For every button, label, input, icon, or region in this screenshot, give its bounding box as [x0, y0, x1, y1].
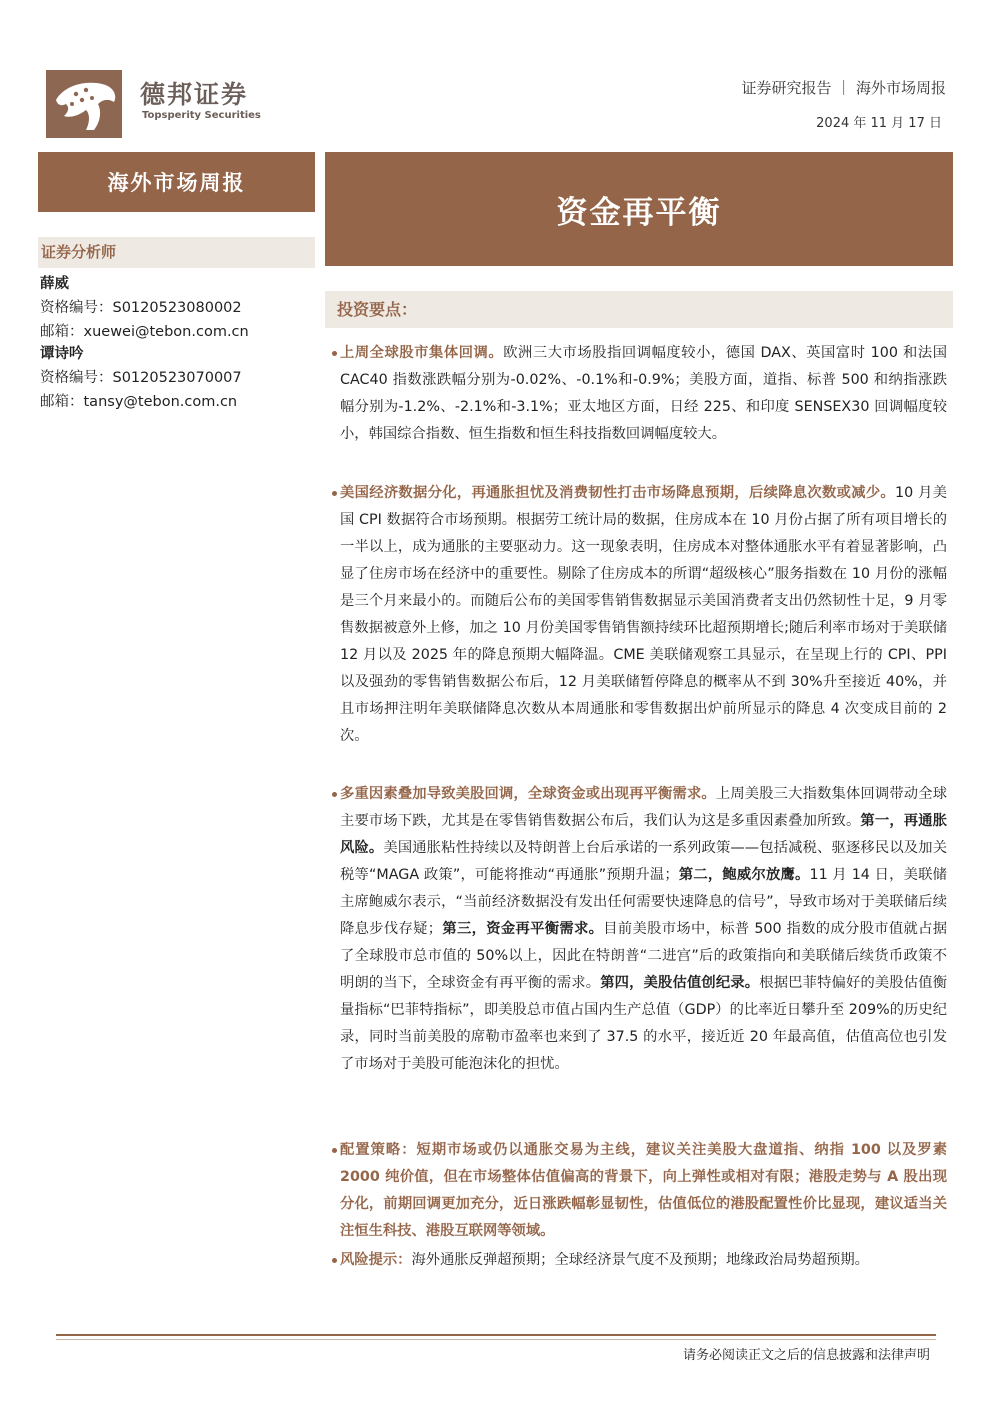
- analyst-section-header: 证券分析师: [38, 237, 315, 268]
- report-series-banner: 海外市场周报: [38, 152, 315, 212]
- key-point-text: 11 月 14 日，美联储主席鲍威尔表示，“当前经济数据没有发出任何需要快速降息的信号”，导致市场对于美联储后续降息步伐存疑；: [340, 867, 947, 937]
- key-point-lead: 多重因素叠加导致美股回调，全球资金或出现再平衡需求。: [340, 786, 716, 802]
- analyst-name: 谭诗吟: [40, 346, 84, 362]
- key-point-text: 上周美股三大指数集体回调带动全球主要市场下跌，尤其是在零售销售数据公布后，我们认为这是多重因素叠加所致。: [340, 786, 947, 829]
- key-point-bold: 第三，资金再平衡需求。: [442, 921, 604, 937]
- bullet-icon: [332, 351, 337, 356]
- key-point-lead: 上周全球股市集体回调。: [340, 345, 504, 361]
- bullet-icon: [332, 792, 337, 797]
- analyst-email[interactable]: 邮箱：tansy@tebon.com.cn: [40, 394, 238, 410]
- key-point-text: 目前美股市场中，标普 500 指数的成分股市值就占据了全球股市总市值的 50%以上，因此在特朗普“二进宫”后的政策指向和美联储后续货币政策不明朗的当下，全球资金有再平衡的需求。: [340, 921, 948, 991]
- key-point-text: 欧洲三大市场股指回调幅度较小，德国 DAX、英国富时 100 和法国 CAC40 指数涨跌幅分别为-0.02%、-0.1%和-0.9%；美股方面，道指、标普 500 和纳指涨跌幅分别为-1.2%、-2.1%和-3.1%；亚太地区方面，日经 225、和印度 SENSEX30 回调幅度较小，韩国综合指数、恒生指数和恒生科技指数回调幅度较大。: [340, 345, 947, 442]
- key-point-lead: 配置策略：: [340, 1142, 417, 1158]
- logo-chinese-name: 德邦证券: [140, 80, 249, 109]
- report-title: 资金再平衡: [325, 152, 953, 266]
- key-point-bold: 第二，鲍威尔放鹰。: [678, 867, 810, 883]
- report-date: 2024 年 11 月 17 日: [816, 116, 942, 131]
- key-point-text: 美国通胀粘性持续以及特朗普上台后承诺的一系列政策——包括减税、驱逐移民以及加关税等“MAGA 政策”，可能将推动“再通胀”预期升温；: [340, 840, 948, 883]
- company-logo: [46, 70, 122, 138]
- footer-divider: [56, 1334, 936, 1336]
- analyst-2: [40, 342, 310, 414]
- analyst-1: [40, 272, 310, 344]
- analyst-name: 薛威: [40, 276, 69, 292]
- key-point-5: [340, 1247, 947, 1274]
- bullet-icon: [332, 1148, 337, 1153]
- footer-disclaimer: 请务必阅读正文之后的信息披露和法律声明: [682, 1348, 930, 1363]
- analyst-cert: 资格编号：S0120523070007: [40, 370, 242, 386]
- bullet-icon: [332, 1258, 337, 1263]
- report-type: 证券研究报告 ｜ 海外市场周报: [741, 79, 946, 97]
- key-points-header: 投资要点：: [325, 291, 953, 328]
- bullet-icon: [332, 491, 337, 496]
- key-point-lead: 美国经济数据分化，再通胀担忧及消费韧性打击市场降息预期，后续降息次数或减少。: [340, 485, 896, 501]
- logo-english-name: Topsperity Securities: [142, 110, 261, 121]
- key-point-2: [340, 480, 947, 750]
- key-point-text: 短期市场或仍以通胀交易为主线，建议关注美股大盘道指、纳指 100 以及罗素 2000 纯价值，但在市场整体估值偏高的背景下，向上弹性或相对有限；港股走势与 A 股出现分化，前期回调更加充分，近日涨跌幅彰显韧性，估值低位的港股配置性价比显现，建议适当关注恒生科技、港股互联网等领域。: [340, 1142, 948, 1239]
- footer-divider-thin: [56, 1339, 936, 1340]
- key-point-4: [340, 1137, 947, 1245]
- key-point-3: [340, 781, 947, 1078]
- key-point-bold: 第一，再通胀风险。: [340, 813, 947, 856]
- analyst-cert: 资格编号：S0120523080002: [40, 300, 242, 316]
- key-point-lead: 风险提示：: [340, 1252, 412, 1268]
- key-point-text: 根据巴菲特偏好的美股估值衡量指标“巴菲特指标”，即美股总市值占国内生产总值（GDP）的比率近日攀升至 209%的历史纪录，同时当前美股的席勒市盈率也来到了 37.5 的水平，接近近 20 年最高值，估值高位也引发了市场对于美股可能泡沫化的担忧。: [340, 975, 948, 1072]
- key-point-text: 10 月美国 CPI 数据符合市场预期。根据劳工统计局的数据，住房成本在 10 月份占据了所有项目增长的一半以上，成为通胀的主要驱动力。这一现象表明，住房成本对整体通胀水平有着显著影响，凸显了住房市场在经济中的重要性。剔除了住房成本的所谓“超级核心”服务指数在 10 月份的涨幅是三个月来最小的。而随后公布的美国零售销售数据显示美国消费者支出仍然韧性十足，9 月零售数据被意外上修，加之 10 月份美国零售销售额持续环比超预期增长;随后利率市场对于美联储 12 月以及 2025 年的降息预期大幅降温。CME 美联储观察工具显示，在呈现上行的 CPI、PPI 以及强劲的零售销售数据公布后，12 月美联储暂停降息的概率从不到 30%升至接近 40%，并且市场押注明年美联储降息次数从本周通胀和零售数据出炉前所显示的降息 4 次变成目前的 2 次。: [340, 485, 947, 744]
- key-point-1: [340, 340, 947, 448]
- key-point-bold: 第四，美股估值创纪录。: [600, 975, 760, 991]
- key-point-text: 海外通胀反弹超预期；全球经济景气度不及预期；地缘政治局势超预期。: [411, 1252, 869, 1268]
- analyst-email[interactable]: 邮箱：xuewei@tebon.com.cn: [40, 324, 249, 340]
